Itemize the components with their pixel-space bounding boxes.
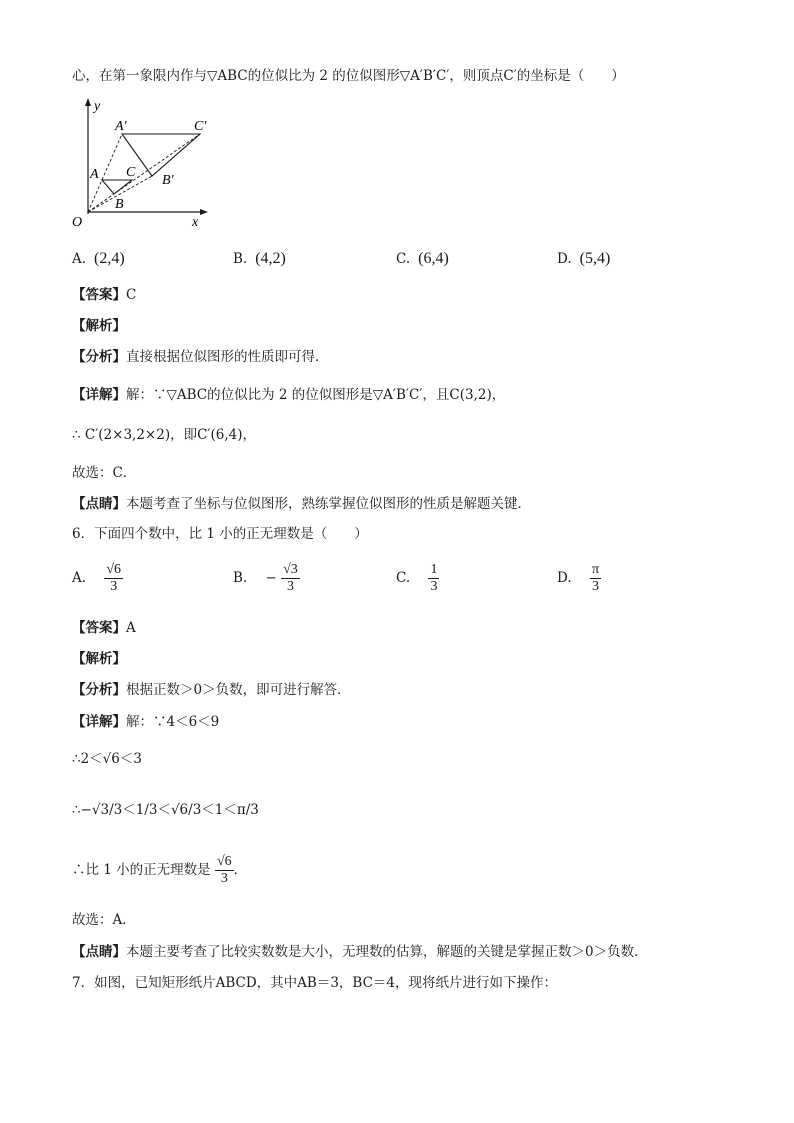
q6-review: 【点睛】本题主要考查了比较实数数是大小，无理数的估算，解题的关键是掌握正数＞0＞负数． [72,944,648,960]
label-o: O [72,215,83,230]
q5-option-a[interactable]: A. (2,4) [72,250,125,267]
q6-answer: 【答案】A [72,620,136,636]
similar-triangles-figure [68,96,228,231]
q5-option-d[interactable]: D. (5,4) [557,250,611,267]
q6-detail-3: ∴−√3/3＜1/3＜√6/3＜1＜π/3 [72,802,259,818]
q7-stem: 7．如图，已知矩形纸片ABCD，其中AB＝3，BC＝4，现将纸片进行如下操作： [72,975,558,991]
label-c: C [126,165,136,180]
y-axis-arrow [85,98,91,106]
q5-review: 【点睛】本题考查了坐标与位似图形，熟练掌握位似图形的性质是解题关键． [72,496,531,512]
q6-option-c[interactable]: C. $\frac{1}{3}$ [396,562,438,594]
q5-stem: 心，在第一象限内作与▽ABC的位似比为 2 的位似图形▽A′B′C′，则顶点C′的坐标是（ ） [72,68,625,84]
q5-choose: 故选：C． [72,465,137,481]
q6-analysis-heading: 【解析】 [72,651,126,667]
label-a2: A′ [115,119,127,134]
q6-detail-4: ∴比 1 小的正无理数是 $\frac{√6}{3}$ ． [72,854,248,886]
q6-detail-2: ∴2＜√6＜3 [72,751,142,767]
label-c2: C′ [194,119,207,134]
q6-stem: 6．下面四个数中，比 1 小的正无理数是（ ） [72,526,368,542]
q6-choose: 故选：A． [72,912,136,928]
q6-option-a[interactable]: A. $\frac{√6}{3}$ [72,562,122,594]
q6-detail-1: 【详解】解：∵4＜6＜9 [72,714,220,730]
label-b: B [115,197,124,212]
q6-fenxi: 【分析】根据正数＞0＞负数，即可进行解答． [72,682,351,698]
q5-detail-1: 【详解】解：∵▽ABC的位似比为 2 的位似图形是▽A′B′C′，且C(3,2)， [72,387,506,403]
q5-analysis-heading: 【解析】 [72,318,126,334]
q5-option-c[interactable]: C. (6,4) [396,250,449,267]
q6-option-d[interactable]: D. $\frac{\pi}{3}$ [557,562,600,594]
label-a: A [90,167,99,182]
q5-fenxi: 【分析】直接根据位似图形的性质即可得． [72,349,329,365]
label-y: y [94,99,101,114]
x-axis-arrow [200,209,208,215]
label-b2: B′ [162,173,174,188]
q5-option-b[interactable]: B. (4,2) [233,250,286,267]
q6-option-b[interactable]: B. − $\frac{√3}{3}$ [233,562,298,594]
label-x: x [192,215,199,230]
q5-detail-2: ∴ C′(2×3,2×2)，即C′(6,4)， [72,427,256,443]
q5-answer: 【答案】C [72,287,137,303]
